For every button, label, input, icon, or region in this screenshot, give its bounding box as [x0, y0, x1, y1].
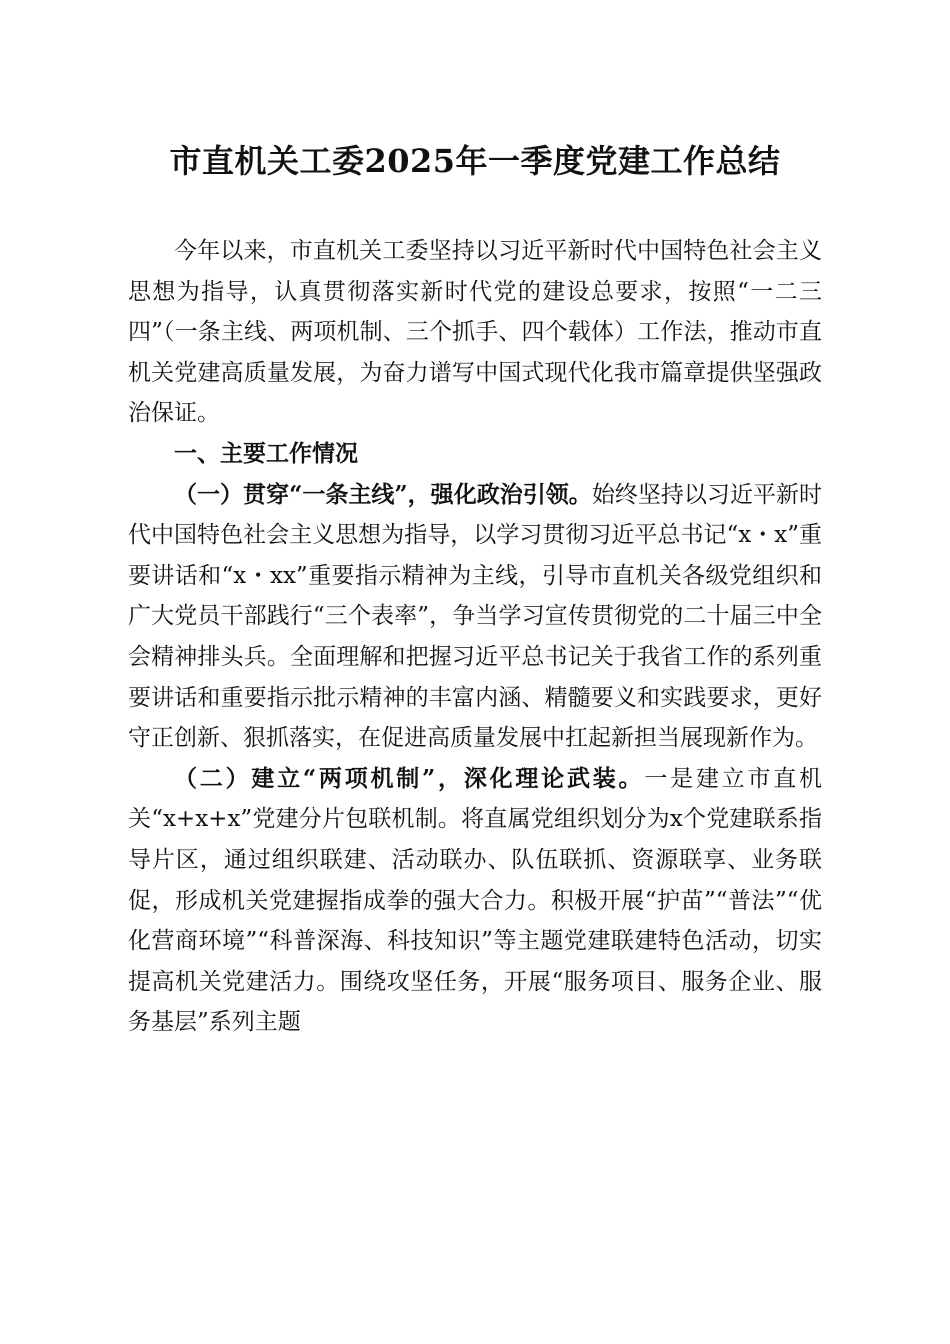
- item-2-heading: （二）建立“两项机制”，深化理论武装。: [174, 764, 645, 792]
- item-2-paragraph: [128, 759, 822, 1043]
- section-heading: 一、主要工作情况: [174, 440, 358, 467]
- item-1-body: 始终坚持以习近平新时代中国特色社会主义思想为指导，以学习贯彻习近平总书记“x・x”重要讲话和“x・xx”重要指示精神为主线，引导市直机关各级党组织和广大党员干部践行“三个表率”，争当学习宣传贯彻党的二十届三中全会精神排头兵。全面理解和把握习近平总书记关于我省工作的系列重要讲话和重要指示批示精神的丰富内涵、精髓要义和实践要求，更好守正创新、狠抓落实，在促进高质量发展中扛起新担当展现新作为。: [128, 481, 822, 752]
- item-2-body: 一是建立市直机关“x+x+x”党建分片包联机制。将直属党组织划分为x个党建联系指导片区，通过组织联建、活动联办、队伍联抓、资源联享、业务联促，形成机关党建握指成拳的强大合力。积极开展“护苗”“普法”“优化营商环境”“科普深海、科技知识”等主题党建联建特色活动，切实提高机关党建活力。围绕攻坚任务，开展“服务项目、服务企业、服务基层”系列主题: [128, 765, 822, 1036]
- intro-paragraph: 今年以来，市直机关工委坚持以习近平新时代中国特色社会主义思想为指导，认真贯彻落实新时代党的建设总要求，按照“一二三四”（一条主线、两项机制、三个抓手、四个载体）工作法，推动市直机关党建高质量发展，为奋力谱写中国式现代化我市篇章提供坚强政治保证。: [128, 238, 822, 427]
- item-1-paragraph: [128, 475, 822, 759]
- document-title: 市直机关工委2025年一季度党建工作总结: [169, 142, 781, 180]
- item-1-heading: （一）贯穿“一条主线”，强化政治引领。: [174, 480, 592, 508]
- document-body: [128, 231, 822, 1043]
